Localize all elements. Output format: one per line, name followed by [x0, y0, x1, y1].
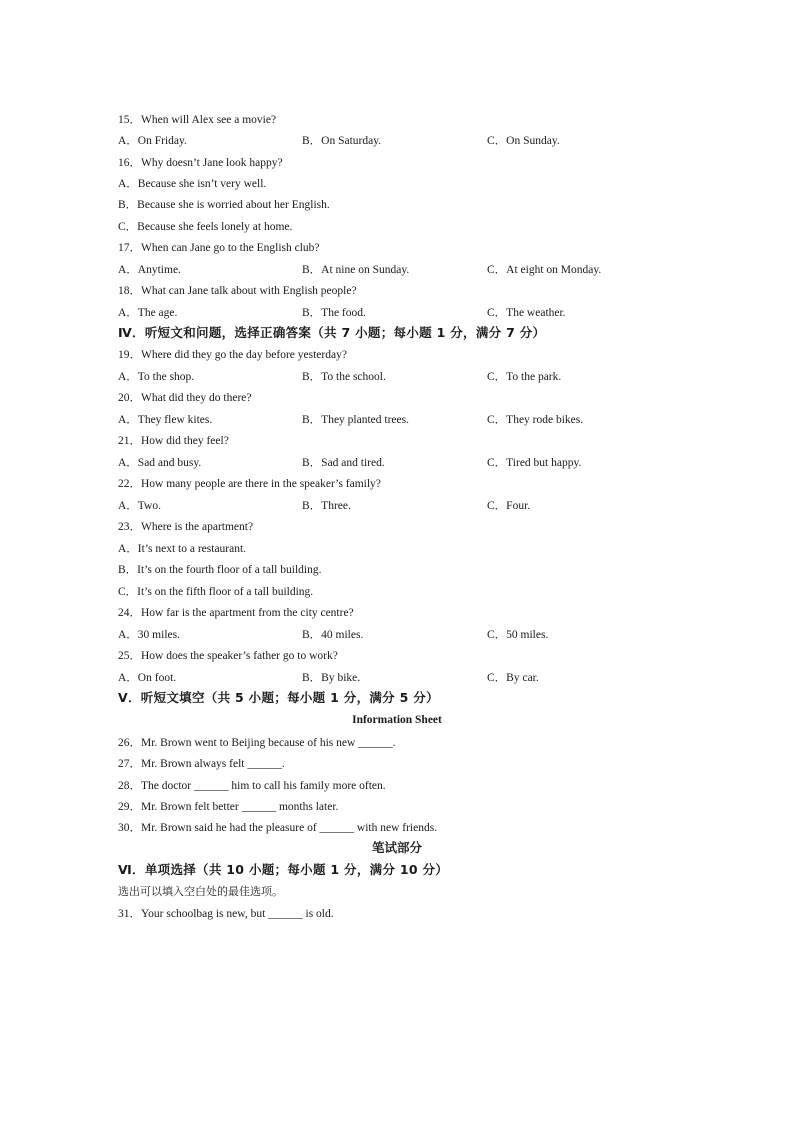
- option-24-c: C．50 miles.: [487, 629, 549, 641]
- written-part-title: 笔试部分: [371, 840, 422, 855]
- option-25-a: A．On foot.: [118, 672, 177, 684]
- question-27: 27．Mr. Brown always felt ______.: [118, 758, 285, 770]
- option-17-c: C．At eight on Monday.: [487, 264, 602, 276]
- option-19-a: A．To the shop.: [118, 371, 195, 383]
- question-26: 26．Mr. Brown went to Beijing because of his new ______.: [118, 737, 396, 749]
- section-4-heading: Ⅳ．听短文和问题，选择正确答案（共 7 小题；每小题 1 分，满分 7 分）: [118, 325, 546, 340]
- question-16: 16．Why doesn’t Jane look happy?: [118, 157, 283, 169]
- question-20: 20．What did they do there?: [118, 392, 252, 404]
- option-22-a: A．Two.: [118, 500, 161, 512]
- option-16-a: A．Because she isn’t very well.: [118, 178, 267, 190]
- section-6-instruction: 选出可以填入空白处的最佳选项。: [118, 885, 283, 898]
- option-18-c: C．The weather.: [487, 307, 566, 319]
- question-19: 19．Where did they go the day before yesterday?: [118, 349, 347, 361]
- option-21-c: C．Tired but happy.: [487, 457, 582, 469]
- option-16-b: B．Because she is worried about her English.: [118, 199, 330, 211]
- option-25-c: C．By car.: [487, 672, 539, 684]
- question-18: 18．What can Jane talk about with English people?: [118, 285, 357, 297]
- option-17-b: B．At nine on Sunday.: [302, 264, 410, 276]
- option-23-b: B．It’s on the fourth floor of a tall building.: [118, 564, 322, 576]
- option-18-a: A．The age.: [118, 307, 178, 319]
- option-23-c: C．It’s on the fifth floor of a tall building.: [118, 586, 314, 598]
- question-29: 29．Mr. Brown felt better ______ months later.: [118, 801, 339, 813]
- option-17-a: A．Anytime.: [118, 264, 181, 276]
- information-sheet-title: Information Sheet: [352, 714, 442, 726]
- section-6-heading: Ⅵ．单项选择（共 10 小题；每小题 1 分，满分 10 分）: [118, 862, 449, 877]
- option-15-c: C．On Sunday.: [487, 135, 560, 147]
- option-15-a: A．On Friday.: [118, 135, 187, 147]
- option-22-c: C．Four.: [487, 500, 531, 512]
- option-21-a: A．Sad and busy.: [118, 457, 202, 469]
- question-21: 21．How did they feel?: [118, 435, 229, 447]
- option-22-b: B．Three.: [302, 500, 351, 512]
- option-20-c: C．They rode bikes.: [487, 414, 584, 426]
- option-19-c: C．To the park.: [487, 371, 562, 383]
- option-15-b: B．On Saturday.: [302, 135, 382, 147]
- question-25: 25．How does the speaker’s father go to work?: [118, 650, 338, 662]
- option-20-a: A．They flew kites.: [118, 414, 213, 426]
- option-24-b: B．40 miles.: [302, 629, 364, 641]
- question-31: 31．Your schoolbag is new, but ______ is old.: [118, 908, 334, 920]
- question-23: 23．Where is the apartment?: [118, 521, 254, 533]
- question-28: 28．The doctor ______ him to call his family more often.: [118, 780, 386, 792]
- question-30: 30．Mr. Brown said he had the pleasure of ______ with new friends.: [118, 822, 438, 834]
- question-24: 24．How far is the apartment from the city centre?: [118, 607, 354, 619]
- option-23-a: A．It’s next to a restaurant.: [118, 543, 247, 555]
- option-25-b: B．By bike.: [302, 672, 361, 684]
- option-16-c: C．Because she feels lonely at home.: [118, 221, 293, 233]
- question-15: 15．When will Alex see a movie?: [118, 114, 277, 126]
- question-17: 17．When can Jane go to the English club?: [118, 242, 320, 254]
- option-18-b: B．The food.: [302, 307, 366, 319]
- option-19-b: B．To the school.: [302, 371, 386, 383]
- question-22: 22．How many people are there in the speaker’s family?: [118, 478, 381, 490]
- section-5-heading: Ⅴ．听短文填空（共 5 小题；每小题 1 分，满分 5 分）: [118, 690, 439, 705]
- option-24-a: A．30 miles.: [118, 629, 180, 641]
- option-21-b: B．Sad and tired.: [302, 457, 385, 469]
- option-20-b: B．They planted trees.: [302, 414, 409, 426]
